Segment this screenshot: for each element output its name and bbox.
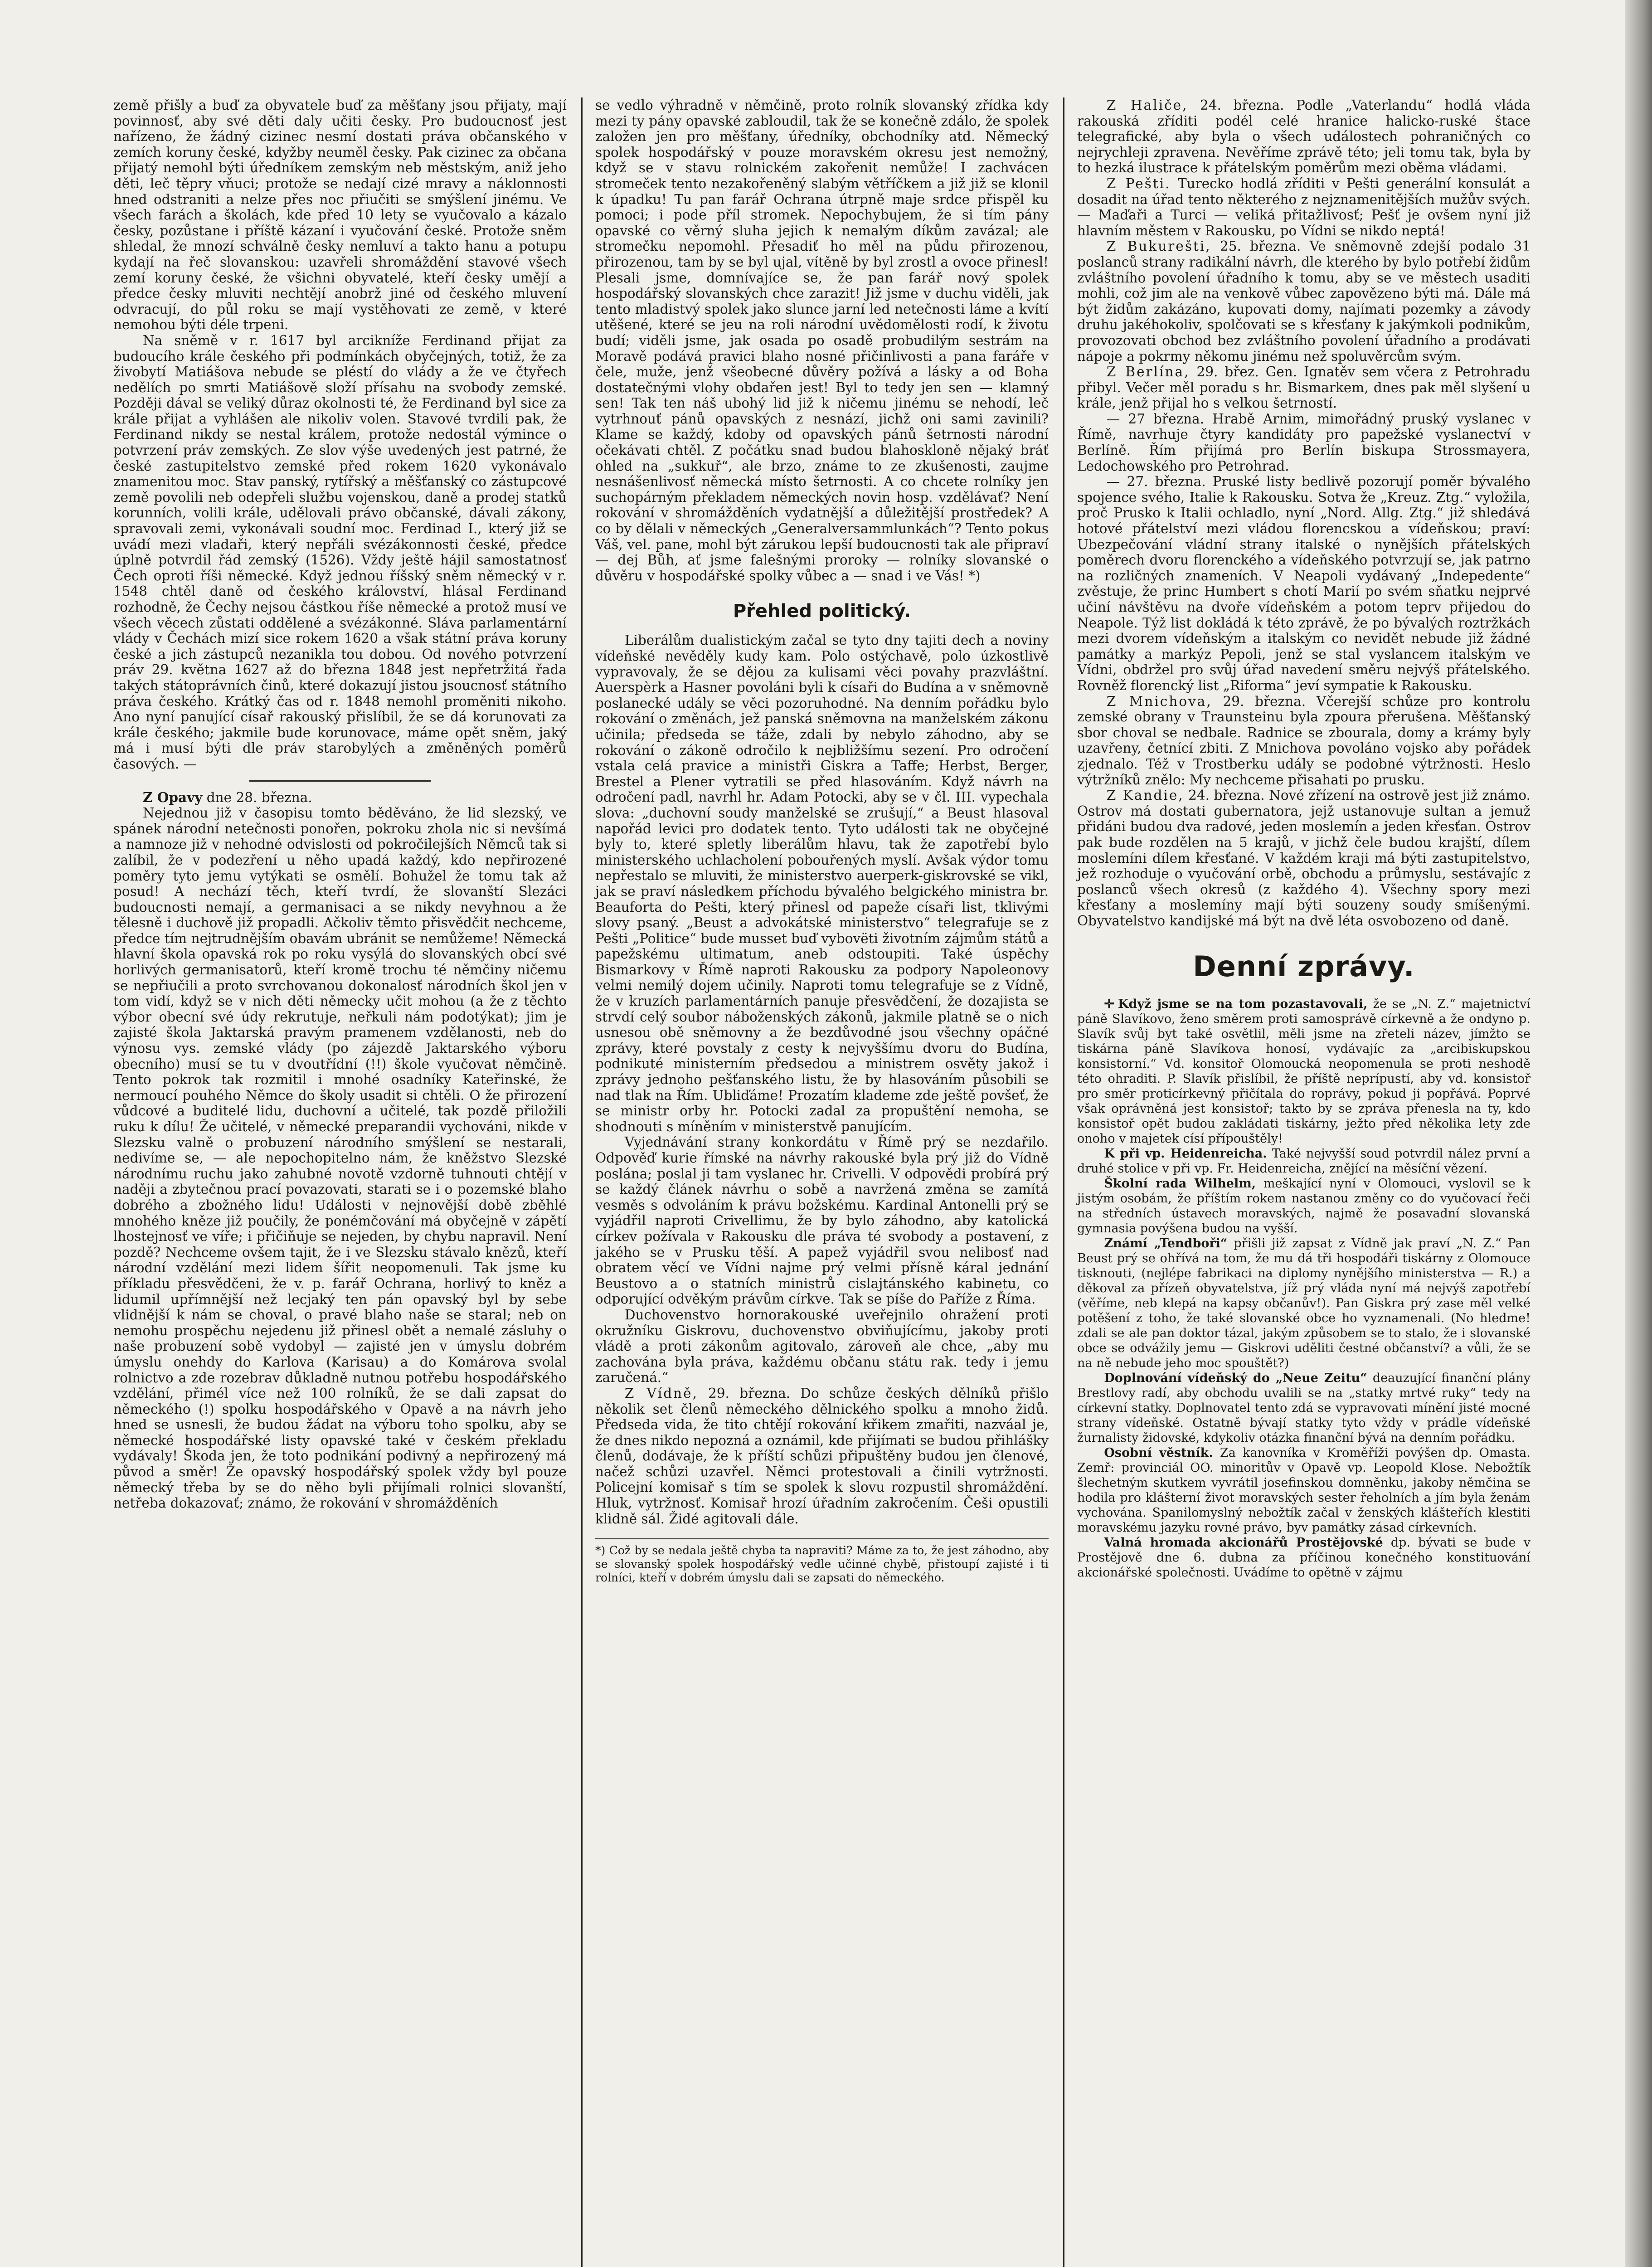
article-text: 25. března. Ve sněmovně zdejší podalo 31 poslanců strany radikální návrh, dle kterého by bylo potřebí židům zvláštního povolení úřadního k tomu, aby se ve městech usaditi mohli, což jim ale na venkově vůbec zapovězeno býti má. Dále má být židům zakázáno, kupovati domy, najímati pozemky a závody druhu jakéhokoliv, spolčovati se s křesťany k jakýmkoli podnikům, provozovati obchod bez zvláštního povolení úřadního a prodávati nápoje a pokrmy někomu jinému než spoluvěrcům svým.: [1077, 238, 1531, 364]
article-paragraph: — 27. března. Pruské listy bedlivě pozorují poměr bývalého spojence svého, Italie k Rakousku. Sotva že „Kreuz. Ztg.“ vyložila, proč Prusko k Italii ochladlo, nyní „Nord. Allg. Ztg.“ již shledává hotové přátelství mezi vládou florencskou a vídeňskou; praví: Ubezpečování vládní strany italské o nynějších přátelských poměrech dvoru florenckého a vídeňského potvrzují se, jak patrno na rozličných znameních. V Neapoli vydávaný „Indepedente“ zvěstuje, že princ Humbert s chotí Marií po svém sňatku nejprvé učiní návštěvu na dvoře vídeňském a potom teprv přijedou do Neapole. Týž list dokládá k této zprávě, že po bývalých roztržkách mezi dvorem vídeňským a italským co nevidět nebude již žádné památky a markýz Pepoli, jenž se stal vyslancem italským ve Vídni, obdržel pro svůj úřad navedení směru nejvýš přátelského. Rovněž florencký list „Riforma“ jeví sympatie k Rakousku.: [1077, 474, 1531, 693]
news-item: [1077, 1535, 1531, 1580]
news-lead: Osobní věstník.: [1104, 1446, 1213, 1460]
article-paragraph: Na sněmě v r. 1617 byl arcikníže Ferdinand přijat za budoucího krále českého při podmínkách obyčejných, totiž, že za živobytí Matiášova nebude se pléstí do vlády a že ve čtyřech nedělích po smrti Matiášově složí přísahu na svobody zemské. Později dával se veliký důraz okolnosti té, že Ferdinand byl sice za krále přijat a vyhlášen ale nikoliv volen. Stavové tvrdili pak, že Ferdinand nikdy se nestal králem, protože nedostál výmince o potvrzení práv zemských. Ze slov výše uvedených jest patrné, že české zastupitelstvo zemské před rokem 1620 vykonávalo znamenitou moc. Stav panský, rytířský a měšťanský co zástupcové země povolili neb odepřeli službu vojenskou, daně a prodej statků korunních, volili krále, udělovali právo občanské, dávali zákony, spravovali zemi, vykonávali soudní moc. Ferdinad I., který již se uvádí mezi vladaři, který nepřáli svézákonnosti české, předce úplně potvrdil řád zemský (1526). Vždy ještě hájil samostatnosť Čech oproti říši německé. Když jednou říšský sněm německý v r. 1548 chtěl daně od českého království, hlásal Ferdinand rozhodně, že Čechy nejsou částkou říše německé a protož musí ve všech věcech zůstati oddělené a svézákonné. Sláva parlamentární vlády v Čechách mizí sice rokem 1620 a však státní práva koruny české a jich zástupců nezanikla tou dobou. Od nového potvrzení práv 29. května 1627 až do března 1848 jest nepřetržitá řada takých státoprávních činů, které dokazují jistou jsoucnosť státního práva českého. Krátký čas od r. 1848 nemohl proměniti nikoho. Ano nyní panující císař rakouský přislíbil, že se dá korunovati za krále českého; jakmile bude korunovace, máme opět sněm, jaký má i musí býti dle práv starobylých a změněných poměrů časových. —: [113, 332, 567, 772]
article-paragraph: Vyjednávání strany konkordátu v Římě prý se nezdařilo. Odpověď kurie římské na návrhy rakouské byla prý již do Vídně poslána; poslal ji tam vyslanec hr. Crivelli. V odpovědi probírá prý se každý článek návrhu o sobě a navržená změna se zamítá vesměs s odvoláním k právu božskému. Kardinal Antonelli prý se vyjádřil naproti Crivellimu, že by bylo záhodno, aby katolická církev požívala v Rakousku dle práva té svobody a postavení, z jakého se v Prusku těší. A papež vyjádřil svou nelibosť nad obratem věcí ve Vídni najme prý velmi přísně káral jednání Beustovo a o statních ministrů cislajtánského kabinetu, co odporující odvěkým právům církve. Tak se píše do Paříže z Říma.: [595, 1134, 1049, 1307]
news-lead: Školní rada Wilhelm,: [1104, 1177, 1256, 1191]
article-text: 24. března. Podle „Vaterlandu“ hodlá vláda rakouská zříditi podél celé hranice halicko-ruské štace telegrafické, aby byla o všech událostech pohraničných co nejrychleji zpravena. Nevěříme zprávě této; jeli tomu tak, byla by to hezká ilustrace k přátelským poměrům mezi oběma vládami.: [1077, 97, 1531, 176]
column-rule: [581, 97, 583, 2267]
article-paragraph: [1077, 694, 1531, 788]
article-text: 29. března. Do schůze českých dělníků přišlo několik set členů německého dělnického spolku a mnoho židů. Předseda vida, že tito chtějí rokování křikem zmařiti, nazváal je, že dnes nikdo nepozná a oznámil, kde přijímati se budou přihlášky členů, dodávaje, že k příští schůzi připuštěny budou jen členové, načež schůzi uzavřel. Němci protestovali a činili vytržnosti. Policejní komisař s tím se spolek k slovu rozpustil shromáždění. Hluk, vytržnosť. Komisař hrozí úřadním zakročením. Češi opustili klidně sál. Židé agitovali dále.: [595, 1385, 1049, 1527]
news-text: meškající nyní v Olomouci, vyslovil se k jistým osobám, že příštím rokem nastanou změny co do vyučovací řeči na středních ústavech moravských, najmě že posavadní slovanská gymnasia povýšena budou na vyšší.: [1077, 1177, 1531, 1236]
dateline: Z Opavy: [142, 789, 203, 805]
news-text: deauzující finanční plány Brestlovy radí, aby obchodu uvalili se na „statky mrtvé ruky“ tedy na církevní statky. Doplnovatel tento zdá se vypravovati mínění jisté mocné strany vídeňské. Ostatně bývají statky tyto vždy v prádle vídeňské žurnalisty židovské, kdykoliv otázka finanční bývá na denním pořádku.: [1077, 1371, 1531, 1445]
cross-icon: ✛: [1104, 997, 1115, 1012]
article-paragraph: [595, 1386, 1049, 1527]
news-text: přišli již zapsat z Vídně jak praví „N. Z.“ Pan Beust prý se ohřívá na tom, že mu dá tři hospodáři tiskárny z Olomouce tisknouti, (nejlépe fabrikaci na diplomy nynějšího ministerstva — R.) a děkoval za přízeň obyvatelstva, jíž prý vláda nyní má nejvýš zapotřebí (věříme, neb klepá na kapsy občanův!). Pan Giskra prý zase měl velké potěšení z toho, že také slovanské obce ho vyznamenali. (No hledme! zdali se ale pan doktor tázal, jakým způsobem se to stalo, že i slovanské obce se odvážily jemu — Giskrovi uděliti čestné občanství? a vůli, že se na ně nebude jeho moc spouštět?): [1077, 1236, 1531, 1371]
article-paragraph: země přišly a buď za obyvatele buď za měšťany jsou přijaty, mají povinnosť, aby své děti daly učiti česky. Pro budoucnosť jest nařízeno, že žádný cizinec nesmí dostati práva občanského v zemích koruny české, kdyžby neuměl česky. Pak cizinec za občana přijatý nemohl býti úředníkem zemským neb městským, aniž jeho děti, leč těpry vňuci; protože se nedají cizé mravy a náklonnosti hned odstraniti a nelze přes noc přiučiti se smýšlení jinému. Ve všech farách a školách, kde před 10 lety se vyučovalo a kázalo česky, pozůstane i příště kázaní i vyučování české. Protože sněm shledal, že mnozí schválně česky nemluví a takto hanu a potupu kydají na řeč slovanskou: uzavřeli shromáždění stavové všech zemí koruny české, že všichni obyvatelé, kteří česky umějí a předce česky mluviti nechtějí anobrž jiné od českého mluvení odvracují, do půl roku se mají vystěhovati ze země, v které nemohou býti déle trpeni.: [113, 97, 567, 333]
dateline-paragraph: [113, 790, 567, 806]
news-text: že se „N. Z.“ majetnictví páně Slavíkovo, ženo směrem proti samosprávě církevně a že ondyno p. Slavík svůj byt také osvětlil, měli jsme na zřeteli název, jímžto se tiskárna páně Slavíkova honosí, vydávajíc za „arcibiskupskou konsistorní.“ Vd. konsitoř Olomoucká neopomenula se proti neshodě této ohraditi. P. Slavík přislíbil, že příště neprípustí, aby vd. konsistoř pro směr proticírkevný přičítala do roprávy, pokud ji popřává. Poprvé však oprávněná jest konsistoř; takto by se zpráva přenesla na ty, kdo konsistoř opět budou zakládati tiskárny, ježto před několika lety zde onoho v majetek císí přípouštěly!: [1077, 997, 1531, 1146]
news-text: dp. bývati se bude v Prostějově dne 6. dubna za příčinou konečného konstituování akcionářské společnosti. Uvádíme to opětně v zájmu: [1077, 1536, 1531, 1580]
news-lead: Doplnování vídeňský do „Neue Zeitu“: [1104, 1371, 1367, 1386]
article-paragraph: Liberálům dualistickým začal se tyto dny tajiti dech a noviny vídeňské nevěděly kudy kam. Polo ostýchavě, polo úzkostlivě vypravovaly, že se dějou za kulisami věci povahy prazvláštní. Auerspèrk a Hasner povoláni byli k císaři do Budína a v sněmovně poslanecké udály se věci pozoruhodné. Na denním pořádku bylo rokování o změnách, jež panská sněmovna na manželském zákonu učinila; předseda se táže, zdali by nebylo záhodno, aby se rokování o zákoně odročilo k nejbližšímu sezení. Pro odročení vstala celá pravice a ministři Giskra a Taffe; Herbst, Berger, Brestel a Plener vytratili se před hlasováním. Když návrh na odročení padl, navrhl hr. Adam Potocki, aby se v čl. III. vypechala slova: „duchovní soudy manželské se zrušují,“ a Beust hlasoval napořád levici pro dodatek tento. Tyto události tak ne obyčejné byly to, které spletly liberálům hlavu, tak že zapotřebí bylo ministerského uchlacholení pobouřených myslí. Avšak výdor tomu nepřestalo se mluviti, že ministerstvo auerperk-giskrovské se vikl, jak se praví následkem příchodu bývalého belgického ministra br. Beaufortа do Pešti, který přinesl od papeže císaři list, tklivými slovy psaný. „Beust a advokátské ministerstvo“ telegrafuje se z Pešti „Politice“ bude musset buď vybovëti životním zájmům států a papežskému ultimatum, aneb odstoupiti. Také úspěchy Bismarkovy v Římě naproti Rakousku za podpory Napoleonovy velmi nemilý dojem učinily. Naproti tomu telegrafuje se z Vídně, že v kruzích parlamentárních panuje přesvědčení, že dozajista se strvdí celý soubor náboženských zákonů, jakmile platně se o nich usnesou obě sněmovny a že bezdůvodné jsou všechny opáčné zprávy, které povstaly z cesty k nejvyššímu dvoru do Budína, podnikuté ministerním předsedou a ministrem osvěty jakož i zprávy jednoho pešťanského listu, že by hlasováním působili se nad tlak na Řím. Ubliďáme! Prozatím klademe zde ještě povšeť, že se ministr orby hr. Potocki zadal za propuštění nemoha, se shodnouti s míněním v ministerstvě panujícím.: [595, 632, 1049, 1134]
news-text: Za kanovníka v Kroměříži povýšen dp. Omasta. Zemř: provinciál OO. minoritův v Opavě vp. Leopold Klose. Nebožtík šlechetným skutkem vyvrátil josefinskou domněnku, jakoby němčina se hodila pro klášterní život moravských sester řeholních a jím byla ženám vychována. Spanilomyslný nebožtík začal v ženských klášteřích klestiti moravskému jazyku rovné právo, byv památky zásad církevních.: [1077, 1446, 1531, 1535]
dateline: Z Bukurešti,: [1106, 238, 1211, 254]
dateline: Z Mnichova,: [1106, 693, 1212, 709]
news-item: [1077, 1146, 1531, 1176]
column-rule: [1063, 97, 1064, 2267]
article-text: 29. března. Včerejší schůze pro kontrolu zemské obrany v Traunsteinu byla zpoura přerušena. Měšťanský sbor choval se nedbale. Radnice se zbourala, domy a krámy byly uzavřeny, četnící zbiti. Z Mnichova povoláno vojsko aby pořádek zjednalo. Též v Trostberku udály se podobné výtržnosti. Heslo výtržníků znělo: My nechceme přisahati po prusku.: [1077, 693, 1531, 788]
news-item: [1077, 1371, 1531, 1445]
dateline: Z Pešti.: [1106, 175, 1171, 191]
news-item: [1077, 1445, 1531, 1535]
news-item: [1077, 1236, 1531, 1371]
article-paragraph: — 27 března. Hrabě Arnim, mimořádný pruský vyslanec v Římě, navrhuje čtyry kandidáty pro papežské vyslanectví v Berlíně. Řím přijímá pro Berlín biskupa Strossmayera, Ledochowského pro Petrohrad.: [1077, 411, 1531, 474]
footnote: *) Což by se nedala ještě chyba ta napraviti? Máme za to, že jest záhodno, aby se slovanský spolek hospodářský vedle učinné chybě, přistoupí zajisté i ti rolníci, kteří v dobrém úmyslu dali se zapsati do německého.: [595, 1538, 1049, 1585]
dateline: Z Berlína,: [1106, 364, 1190, 380]
article-paragraph: [1077, 238, 1531, 364]
dateline: Z Haliče,: [1106, 97, 1188, 113]
column-3: [1077, 97, 1531, 1580]
article-paragraph: Duchovenstvo hornorakouské uveřejnilo ohražení proti okružníku Giskrovu, duchovenstvo obviňujícímu, jakoby proti vládě a proti zákonům agitovalo, zároveň ale chce, „aby mu zachována byla práva, každému občanu státu rak. tedy i jemu zaručená.“: [595, 1307, 1049, 1386]
news-lead: K při vp. Heidenreicha.: [1104, 1147, 1267, 1161]
dateline: Z Vídně,: [624, 1385, 698, 1401]
section-heading: Denní zprávy.: [1193, 950, 1415, 983]
column-2: [595, 97, 1049, 1585]
article-paragraph: [1077, 788, 1531, 929]
article-paragraph: se vedlo výhradně v němčině, proto rolník slovanský zřídka kdy mezi ty pány opavské zabloudil, tak že se konečně zdálo, že spolek založen jen pro měšťany, úředníky, obchodníky atd. Německý spolek hospodářský v pouze moravském okresu jest nemožný, když se v stavu rolnickém zakořenit nemůže! I zachvácen stromeček tento nezakořeněný slabým větříčkem a již již se klonil k úpadku! Tu pan farář Ochrana útrpně maje srdce přispěl ku pomoci; i pode příl stromek. Nepochybujem, že si tím pány opavské co věrný sluha jejich k nemalým díkům zavázal; ale stromečku nepomohl. Přesadiť ho měl na půdu přirozenou, přirozenou, tam by se byl ujal, vítěně by byl zrostl a ovoce přinesl! Plesali jsme, domnívajíce se, že pan farář nový spolek hospodářský slovanských chce zarazit! Již jsme v duchu viděli, jak tento mladistvý spolek jako slunce jarní led netečnosti láme a kvítí utěšené, které se jeu na roli národní uvědomělosti rodí, k životu budí; viděli jsme, jak osada po osadě probudilým sestrám na Moravě podává pravici blaho nosné přičinlivosti a pana faráře v čele, muže, jenž všeobecné důvěry požívá a lásky a od Boha dostatečnými vlohy obdařen jest! Byl to tedy jen sen — klamný sen! Tak ten náš ubohý lid již k ničemu jinému se nehodí, leč vytrhnouť pánů opavských z nesnází, jichž oni sami zavinili? Klame se každý, kdoby od opavských pánů šetrnosti národní očekávati chtěl. Z počátku snad budou blahoskloně nějaký bráť ohled na „sukkuř“, ale brzo, známe to ze zkušenosti, zaujme nesnášenlivosť německá místo šetrnosti. A co chcete rolníky jen suchopárným překladem německých novin hosp. vzdělávať? Není rokování v shromážděních vydatnější a důležitější prostředek? A co by dělali v německých „Generalversammlunkách“? Tento pokus Váš, vel. pane, mohl být zárukou lepší budoucnosti tak ale připraví — dej Bůh, ať jsme falešnými proroky — rolníky slovanské o důvěru v hospodářské spolky vůbec a — snad i ve Vás! *): [595, 97, 1049, 584]
article-text: Turecko hodlá zříditi v Pešti generální konsulát a dosadit na úřad tento některého z nejznamenitějších mužův svých. — Maďaři a Turci — veliká přitažlivosť; Pešť je ovšem nyní již hlavním městem v Rakousku, po Vídni se nikdo neptá!: [1077, 175, 1531, 238]
newspaper-page: [113, 97, 1537, 2267]
news-item: [1077, 997, 1531, 1146]
column-1: [113, 97, 567, 1511]
dateline-date: dne 28. března.: [202, 789, 312, 805]
article-paragraph: Nejednou již v časopisu tomto běděváno, že lid slezský, ve spánek národní netečnosti ponořen, pokroku zhola nic si nevšímá a namnoze již v nehodné odvislosti od pokročilejších Němců tak si zalíbil, že v podezření u něho upadá každý, kdo nepřirozené poměry tyto jemu vytýkati se osmělí. Bohužel že tomu tak až posud! A nechází těch, kteří tvrdí, že slovanští Slezáci budoucnosti nemají, a germanisaci a se nikdy nevyhnou a že tělesně i duchově již propadli. Ačkoliv těmto přisvědčit nechceme, předce tím nejtrudnějším obavám ubránit se nemůžeme! Německá hlavní škola opavská rok po roku vysýlá do slovanských obcí své horlivých germanisatorů, kteří kromě trochu té němčiny ničemu se nepřiučili a proto svrchovanou dokonalosť národních škol jen v tom vidí, když se v nich děti německy učit mohou (a že z těchto výbor obecní své údy rekrutuje, neřkuli nám podotýkat); jim je zajisté škola Jaktarská pravým pramenem vzdělanosti, neb do výnosu vys. zemské vlády (po zájezdě Jaktarského výboru obecního) musí se tu v dvoutřídní (!!) škole vyučovat němčině. Tento pokrok tak rozmitil i mnohé osadníky Kateřinské, že nermoucí pouhého Němce do školy usadit si chtěli. O že přirození vůdcové a buditelé lidu, duchovní a učitelé, tak pozdě přiložili ruku k dílu! Že učitelé, v německé preparandii vychováni, nikde v Slezsku valně o probuzení národního smýšlení se nestarali, nedivíme se, — ale nepochopitelno nám, že kněžstvo Slezské národnímu ruchu jako zahubné novotě vzdorně tuhnouti chtějí v naději a zbytečnou prací povazovati, starati se i o pozemské blaho dobrého a zbožného lidu! Události v nejnovější době zběhlé mnohého kněze již poučily, že ponémčování má obyčejně v zápětí lhostejnosť ve víře; i přičiňuje se nejeden, by chybu napravil. Není pozdě? Nechceme ovšem tajit, že i ve Slezsku stávalo knězů, kteří národní vzdělání mezi lidem šířit neopomenuli. Tak jsme ku příkladu přesvědčeni, že v. p. farář Ochrana, horlivý to kněz a lidumil upřímnější než lecjaký ten pán opavský byl by sebe vlidnější k nám se choval, o pravé blaho naše se staral; neb on nemohu prospěchu nejedenu již přinesl obět a nemalé zásluhy o naše probuzení sobě vydobyl — zajisté jen v úmyslu dobrém úmyslu onehdy do Karlova (Karisau) a do Komárova svolal rolnictvo a zde rozebrav důkladně nutnou potřebu hospodářského vzdělání, přimél více než 100 rolníků, že se dali zapsat do německého (!) spolku hospodářského v Opavě a na návrh jeho hned se usnesli, že budou žádat na výboru toho spolku, aby se německé hospodářské listy opavské také v českém překladu vydávaly! Škoda jen, že toto podnikání podivný a nepřirozený má původ a směr! Že opavský hospodářský spolek vždy byl pouze německý třeba by se do něho byli přijímali rolnici slovanští, netřeba dokazovať; známo, že rokování v shromážděních: [113, 805, 567, 1511]
section-heading: Přehled politický.: [733, 601, 911, 622]
news-lead: Valná hromada akcionářů Prostějovské: [1104, 1536, 1383, 1550]
article-text: 29. břez. Gen. Ignatěv sem včera z Petrohradu přibyl. Večer měl poradu s hr. Bismarkem, dnes pak měl slyšení u krále, jenž přijal ho s velkou šetrností.: [1077, 364, 1531, 411]
news-item: [1077, 1176, 1531, 1236]
separator: [249, 780, 431, 782]
article-paragraph: [1077, 97, 1531, 176]
news-lead: Známí „Tendboři“: [1104, 1236, 1228, 1251]
news-lead: Když jsme se na tom pozastavovali,: [1118, 997, 1368, 1012]
news-list: [1077, 997, 1531, 1580]
news-text: Také nejvyšší soud potvrdil nález první a druhé stolice v při vp. Fr. Heidenreicha, znějící na měsíční vězení.: [1077, 1147, 1531, 1176]
article-paragraph: [1077, 176, 1531, 238]
scan-edge: [1625, 0, 1652, 2267]
article-paragraph: [1077, 364, 1531, 411]
article-text: 24. března. Nové zřízení na ostrově jest již známo. Ostrov má dostati gubernatora, jejž ustanovuje sultan a jemuž přidáni budou dva radové, jeden moslemín a jeden křesťan. Ostrov pak bude rozdělen na 5 krajů, v jichž čele budou krajští, dílem moslemíni dílem křesťané. V každém kraji má býti zastupitelstvo, jež rozhoduje o vyučování orbě, obchodu a průmyslu, sestávajíc z poslanců všech okresů (z každého 4). Všechny spory mezi křesťany a moslemíny mají býti souzeny soudy smíšenými. Obyvatelstvo kandijské má být na dvě léta osvobozeno od daně.: [1077, 788, 1531, 929]
dateline: Z Kandie,: [1106, 788, 1184, 803]
